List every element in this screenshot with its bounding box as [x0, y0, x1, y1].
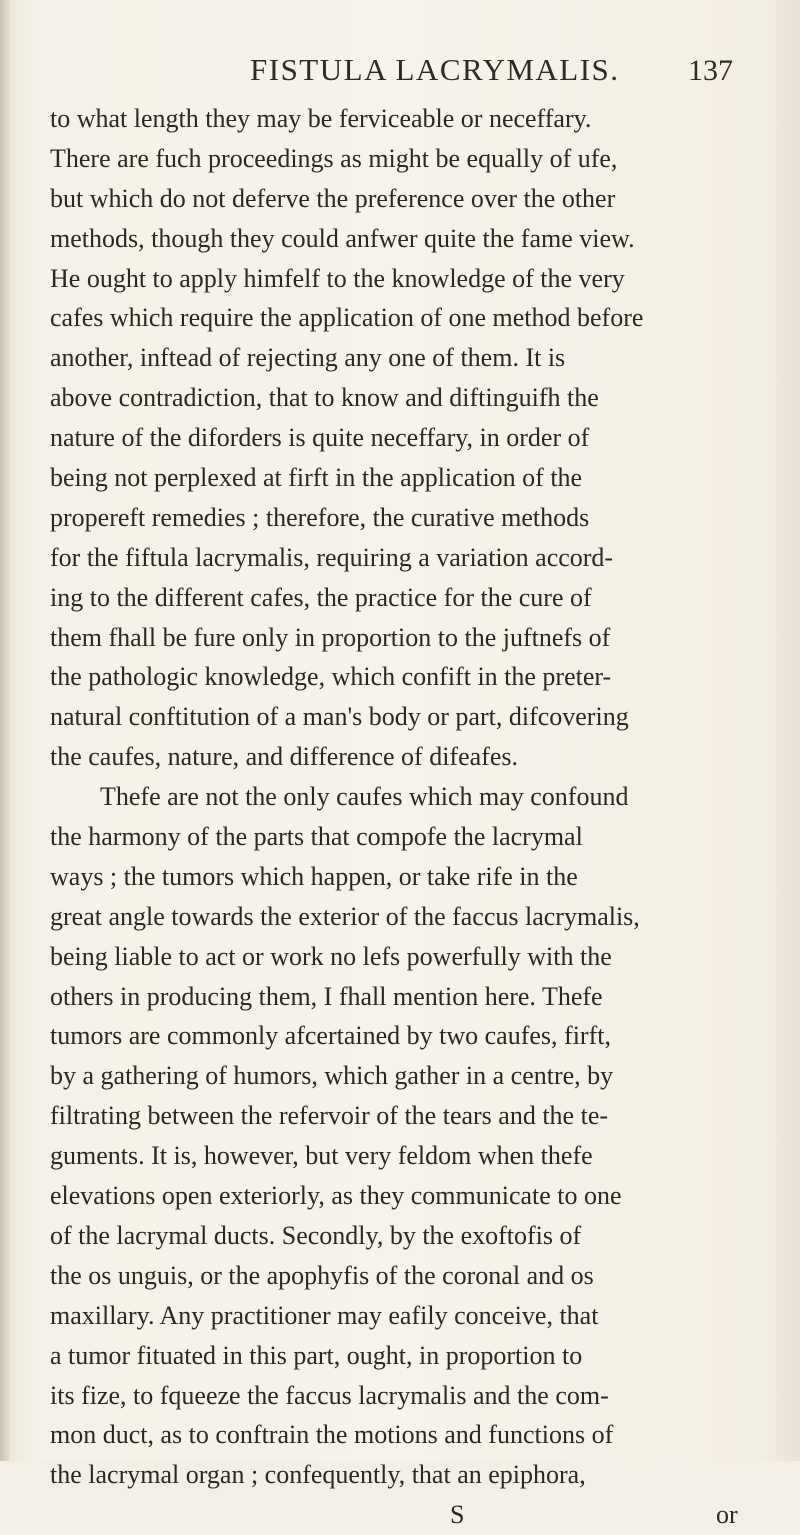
page-gutter-shadow — [0, 0, 10, 1461]
page-number: 137 — [688, 54, 733, 87]
text-line: There are fuch proceedings as might be equally of ufe, — [50, 143, 618, 173]
signature-mark: S — [450, 1500, 465, 1530]
text-line: the caufes, nature, and difference of difeafes. — [50, 742, 518, 772]
text-line: maxillary. Any practitioner may eafily conceive, that — [50, 1300, 599, 1330]
catchword: or — [716, 1500, 738, 1530]
text-line: ing to the different cafes, the practice for the cure of — [50, 582, 592, 612]
text-line: them fhall be fure only in proportion to the juftnefs of — [50, 622, 611, 652]
text-line: natural conftitution of a man's body or part, difcovering — [50, 702, 629, 732]
text-line: others in producing them, I fhall mention here. Thefe — [50, 981, 603, 1011]
text-line: cafes which require the application of one method before — [50, 303, 644, 333]
text-line: the lacrymal organ ; confequently, that an epiphora, — [50, 1460, 586, 1490]
text-line: the os unguis, or the apophyfis of the coronal and os — [50, 1260, 594, 1290]
text-line: being not perplexed at firft in the application of the — [50, 463, 583, 493]
text-line: elevations open exteriorly, as they communicate to one — [50, 1181, 622, 1211]
text-line: propereft remedies ; therefore, the curative methods — [50, 502, 590, 532]
text-line: tumors are commonly afcertained by two caufes, firft, — [50, 1021, 611, 1051]
text-line: of the lacrymal ducts. Secondly, by the exoftofis of — [50, 1220, 582, 1250]
running-head — [0, 52, 800, 92]
text-line: the pathologic knowledge, which confift in the preter- — [50, 662, 612, 692]
running-title: FISTULA LACRYMALIS. — [250, 52, 620, 87]
text-line: guments. It is, however, but very feldom when thefe — [50, 1141, 593, 1171]
text-line: great angle towards the exterior of the faccus lacrymalis, — [50, 901, 640, 931]
text-line: but which do not deferve the preference over the other — [50, 183, 616, 213]
text-line: above contradiction, that to know and diftinguifh the — [50, 383, 599, 413]
text-line: to what length they may be ferviceable or neceffary. — [50, 104, 592, 133]
text-line: the harmony of the parts that compofe the lacrymal — [50, 822, 583, 852]
text-line: a tumor fituated in this part, ought, in proportion to — [50, 1340, 583, 1370]
text-line: its fize, to fqueeze the faccus lacrymalis and the com- — [50, 1380, 609, 1410]
text-line: He ought to apply himfelf to the knowledge of the very — [50, 263, 625, 293]
text-line: mon duct, as to conftrain the motions and functions of — [50, 1420, 614, 1450]
text-line: filtrating between the refervoir of the tears and the te- — [50, 1101, 609, 1131]
text-line: methods, though they could anfwer quite the fame view. — [50, 223, 635, 253]
text-line: being liable to act or work no lefs powerfully with the — [50, 941, 612, 971]
text-line: nature of the diforders is quite neceffary, in order of — [50, 423, 590, 453]
text-line: for the fiftula lacrymalis, requiring a variation accord- — [50, 542, 614, 572]
body-text — [50, 99, 790, 1535]
text-line: ways ; the tumors which happen, or take rife in the — [50, 861, 578, 891]
paragraph-first-line: Thefe are not the only caufes which may confound — [100, 782, 629, 812]
text-line: another, inftead of rejecting any one of them. It is — [50, 343, 566, 373]
text-line: by a gathering of humors, which gather in a centre, by — [50, 1061, 614, 1091]
footer-line — [50, 1495, 790, 1535]
